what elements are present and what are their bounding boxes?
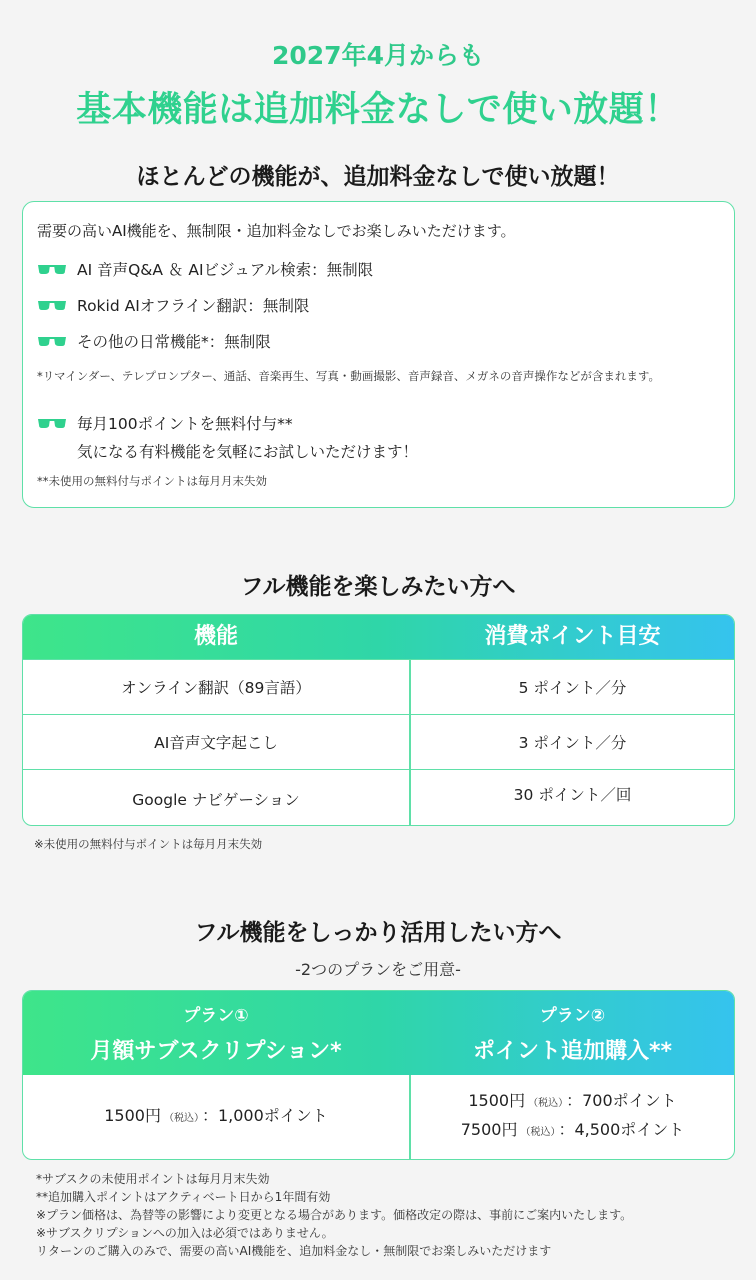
plan1-name: 月額サブスクリプション* [90, 1039, 342, 1064]
glasses-icon [37, 417, 67, 429]
plan2-tax: （税込） [520, 1127, 556, 1138]
plan1-price-line [104, 1103, 328, 1132]
column-header-feature: 機能 [193, 624, 238, 649]
feature-item [37, 330, 271, 352]
plan1-tax: （税込） [163, 1112, 199, 1124]
plan2-tax: （税込） [528, 1098, 564, 1109]
table-row [23, 714, 734, 769]
plans-table [22, 990, 735, 1160]
table-cell: AI音声文字起こし [154, 734, 278, 752]
plan1-number: プラン① [183, 1006, 249, 1026]
feature-footnote: *リマインダー、テレプロンプター、通話、音楽再生、写真・動画撮影、音声録音、メガネの音声操作などが含まれます。 [37, 369, 660, 383]
plans-header [23, 991, 734, 1075]
points-item-desc: 気になる有料機能を気軽にお試しいただけます！ [77, 443, 419, 461]
feature-item [37, 258, 373, 280]
table-cell: オンライン翻訳（89言語） [121, 679, 311, 697]
hero-main-heading: 基本機能は追加料金なしで使い放題！ [76, 90, 680, 130]
glasses-icon [37, 335, 67, 347]
section1-title: ほとんどの機能が、追加料金なしで使い放題！ [136, 164, 620, 190]
table-row [23, 769, 734, 826]
plan2-price-line [461, 1117, 685, 1146]
section3-title: フル機能をしっかり活用したい方へ [194, 920, 562, 946]
plan2-points: ：700ポイント [566, 1091, 677, 1110]
plan1-header [23, 991, 409, 1075]
plan2-name: ポイント追加購入** [472, 1039, 672, 1064]
table-cell: Google ナビゲーション [132, 790, 300, 809]
plan2-points: ：4,500ポイント [558, 1120, 685, 1139]
plan2-price-line [468, 1088, 676, 1117]
footer-note: ※プラン価格は、為替等の影響により変更となる場合があります。価格改定の際は、事前にご案内いたします。 [36, 1208, 633, 1222]
points-item [37, 412, 293, 434]
feature-item-label: Rokid AIオフライン翻訳：無制限 [77, 297, 310, 315]
glasses-icon [37, 299, 67, 311]
table-row [23, 659, 734, 714]
column-header-points: 消費ポイント目安 [484, 624, 661, 649]
column-divider [409, 659, 411, 825]
plan1-points: ：1,000ポイント [201, 1105, 328, 1125]
plan1-body [23, 1075, 409, 1159]
feature-item-label: その他の日常機能*：無制限 [77, 333, 271, 351]
plan2-body [409, 1075, 735, 1159]
hero-date-heading: 2027年4月からも [272, 41, 484, 70]
plan2-price: 7500円 [460, 1120, 518, 1139]
footer-note: *サブスクの未使用ポイントは毎月月末失効 [36, 1172, 270, 1186]
feature-item-label: AI 音声Q&A ＆ AIビジュアル検索：無制限 [77, 261, 374, 279]
table-cell: 3 ポイント／分 [518, 734, 627, 752]
feature-item [37, 294, 309, 316]
plan2-price: 1500円 [468, 1091, 526, 1110]
plan2-number: プラン② [539, 1006, 606, 1026]
footer-note: リターンのご購入のみで、需要の高いAI機能を、追加料金なし・無制限でお楽しみいただけます [36, 1244, 552, 1258]
table-cell: 5 ポイント／分 [518, 679, 627, 697]
card-intro: 需要の高いAI機能を、無制限・追加料金なしでお楽しみいただけます。 [37, 222, 516, 240]
glasses-icon [37, 263, 67, 275]
plan2-header [409, 991, 735, 1075]
table-cell: 30 ポイント／回 [513, 785, 632, 804]
points-item-label: 毎月100ポイントを無料付与** [77, 415, 293, 433]
feature-card [22, 201, 735, 508]
footer-notes [36, 1170, 632, 1260]
footer-note: ※サブスクリプションへの加入は必須ではありません。 [36, 1226, 334, 1240]
plan1-price: 1500円 [104, 1105, 161, 1125]
section3-subtitle: -2つのプランをご用意- [295, 960, 461, 979]
points-table [22, 614, 735, 826]
table-header [23, 615, 734, 659]
footer-note: **追加購入ポイントはアクティベート日から1年間有効 [36, 1190, 331, 1204]
points-footnote: **未使用の無料付与ポイントは毎月月末失効 [37, 474, 267, 488]
column-divider [409, 1075, 411, 1159]
table-footnote: ※未使用の無料付与ポイントは毎月月末失効 [34, 837, 263, 851]
section2-title: フル機能を楽しみたい方へ [240, 574, 516, 600]
